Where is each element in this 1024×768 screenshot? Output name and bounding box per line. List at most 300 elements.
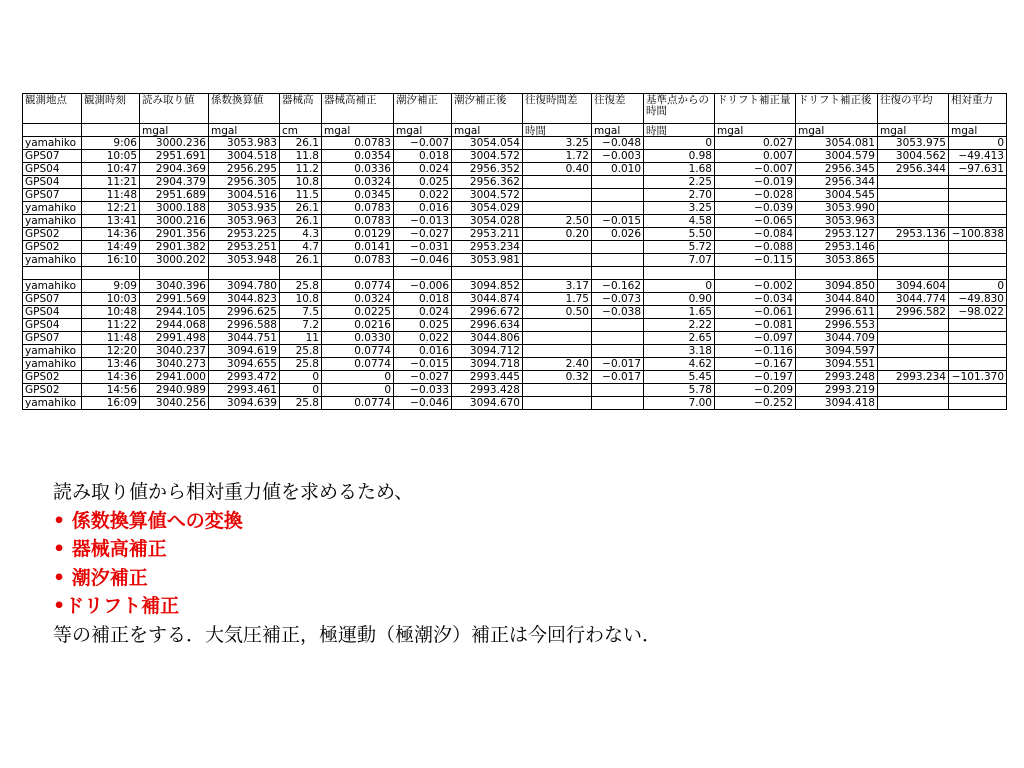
table-cell: 2993.234 bbox=[878, 371, 949, 384]
unit-cell bbox=[82, 124, 140, 137]
table-cell: 5.78 bbox=[644, 384, 715, 397]
table-cell: 3053.981 bbox=[452, 254, 523, 267]
table-cell: GPS07 bbox=[23, 189, 82, 202]
table-cell: 3000.188 bbox=[140, 202, 209, 215]
table-cell: 2993.219 bbox=[796, 384, 878, 397]
table-cell: 4.62 bbox=[644, 358, 715, 371]
table-cell: 0.0783 bbox=[322, 202, 394, 215]
table-cell: −0.017 bbox=[592, 358, 644, 371]
table-cell: 0.007 bbox=[715, 150, 796, 163]
table-row bbox=[23, 397, 1007, 410]
table-cell: 2956.362 bbox=[452, 176, 523, 189]
table-cell bbox=[592, 254, 644, 267]
table-cell: 3094.597 bbox=[796, 345, 878, 358]
column-header: ドリフト補正量 bbox=[715, 94, 796, 124]
notes-intro: 読み取り値から相対重力値を求めるため、 bbox=[53, 481, 414, 503]
table-cell: 26.1 bbox=[280, 254, 322, 267]
column-header: 読み取り値 bbox=[140, 94, 209, 124]
table-cell: yamahiko bbox=[23, 397, 82, 410]
table-cell: 0 bbox=[644, 280, 715, 293]
table-cell: 2993.461 bbox=[209, 384, 280, 397]
table-cell: 2991.498 bbox=[140, 332, 209, 345]
table-cell: 0.90 bbox=[644, 293, 715, 306]
table-cell: 7.00 bbox=[644, 397, 715, 410]
table-cell bbox=[878, 397, 949, 410]
table-cell: −100.838 bbox=[949, 228, 1007, 241]
table-cell: 0 bbox=[322, 384, 394, 397]
table-cell: 2996.582 bbox=[878, 306, 949, 319]
table-cell: 3094.718 bbox=[452, 358, 523, 371]
table-row bbox=[23, 189, 1007, 202]
table-cell: 10.8 bbox=[280, 293, 322, 306]
table-cell bbox=[523, 267, 592, 280]
table-cell bbox=[878, 202, 949, 215]
table-cell bbox=[523, 202, 592, 215]
table-cell: yamahiko bbox=[23, 254, 82, 267]
table-cell: 3044.874 bbox=[452, 293, 523, 306]
table-cell: −0.039 bbox=[715, 202, 796, 215]
table-cell: 0.024 bbox=[394, 163, 452, 176]
table-cell bbox=[949, 384, 1007, 397]
table-cell: 5.45 bbox=[644, 371, 715, 384]
table-cell: 10.8 bbox=[280, 176, 322, 189]
note-item-instrument-height: • 器械高補正 bbox=[53, 538, 167, 561]
note-item-drift: •ドリフト補正 bbox=[53, 595, 180, 618]
table-cell: 2996.588 bbox=[209, 319, 280, 332]
table-cell bbox=[949, 241, 1007, 254]
table-cell: 3044.840 bbox=[796, 293, 878, 306]
table-cell bbox=[523, 241, 592, 254]
table-cell bbox=[949, 202, 1007, 215]
table-cell bbox=[592, 384, 644, 397]
table-cell: 0.022 bbox=[394, 332, 452, 345]
table-cell: 0 bbox=[644, 137, 715, 150]
table-cell: 3054.081 bbox=[796, 137, 878, 150]
table-cell: 14:49 bbox=[82, 241, 140, 254]
table-cell: −0.027 bbox=[394, 371, 452, 384]
table-cell bbox=[523, 345, 592, 358]
table-cell: GPS02 bbox=[23, 228, 82, 241]
table-cell: 3094.780 bbox=[209, 280, 280, 293]
table-cell: 0.98 bbox=[644, 150, 715, 163]
table-cell: 13:46 bbox=[82, 358, 140, 371]
table-cell: −0.116 bbox=[715, 345, 796, 358]
table-cell: 2940.989 bbox=[140, 384, 209, 397]
table-cell bbox=[592, 332, 644, 345]
table-cell: 3004.545 bbox=[796, 189, 878, 202]
table-cell: 2996.553 bbox=[796, 319, 878, 332]
unit-cell: mgal bbox=[592, 124, 644, 137]
column-header: ドリフト補正後 bbox=[796, 94, 878, 124]
gravity-data-table bbox=[22, 93, 1007, 410]
table-cell: 2996.672 bbox=[452, 306, 523, 319]
table-cell: 0.0141 bbox=[322, 241, 394, 254]
table-cell bbox=[592, 241, 644, 254]
table-cell bbox=[523, 254, 592, 267]
table-cell: −98.022 bbox=[949, 306, 1007, 319]
table-cell: 0.0324 bbox=[322, 176, 394, 189]
table-cell: 2904.369 bbox=[140, 163, 209, 176]
table-cell: −0.097 bbox=[715, 332, 796, 345]
table-cell: 3004.562 bbox=[878, 150, 949, 163]
table-cell: −0.197 bbox=[715, 371, 796, 384]
table-cell: −0.034 bbox=[715, 293, 796, 306]
table-cell: 0.022 bbox=[394, 189, 452, 202]
table-cell bbox=[82, 267, 140, 280]
table-cell: yamahiko bbox=[23, 345, 82, 358]
table-cell: 2953.136 bbox=[878, 228, 949, 241]
unit-cell: mgal bbox=[949, 124, 1007, 137]
table-cell bbox=[715, 267, 796, 280]
table-cell: GPS07 bbox=[23, 332, 82, 345]
table-cell bbox=[592, 319, 644, 332]
table-cell: 3040.396 bbox=[140, 280, 209, 293]
table-cell: 3053.963 bbox=[209, 215, 280, 228]
table-cell: −49.830 bbox=[949, 293, 1007, 306]
table-row bbox=[23, 150, 1007, 163]
unit-cell: 時間 bbox=[523, 124, 592, 137]
table-cell: 0.0783 bbox=[322, 254, 394, 267]
table-cell: −0.033 bbox=[394, 384, 452, 397]
table-cell: 2996.634 bbox=[452, 319, 523, 332]
table-cell bbox=[949, 267, 1007, 280]
table-cell: 3004.579 bbox=[796, 150, 878, 163]
table-cell: −0.007 bbox=[715, 163, 796, 176]
column-header: 観測時刻 bbox=[82, 94, 140, 124]
table-cell: 0.20 bbox=[523, 228, 592, 241]
table-cell: 0.0225 bbox=[322, 306, 394, 319]
table-cell bbox=[949, 254, 1007, 267]
table-cell: 2996.611 bbox=[796, 306, 878, 319]
table-cell: GPS04 bbox=[23, 306, 82, 319]
table-cell: 2993.428 bbox=[452, 384, 523, 397]
table-row bbox=[23, 215, 1007, 228]
table-cell: 0.0354 bbox=[322, 150, 394, 163]
table-cell: 11:48 bbox=[82, 332, 140, 345]
unit-cell: mgal bbox=[140, 124, 209, 137]
table-cell: GPS07 bbox=[23, 150, 82, 163]
table-cell: 1.72 bbox=[523, 150, 592, 163]
table-cell: −101.370 bbox=[949, 371, 1007, 384]
table-row bbox=[23, 293, 1007, 306]
table-cell bbox=[280, 267, 322, 280]
table-row bbox=[23, 241, 1007, 254]
table-cell: 3004.572 bbox=[452, 150, 523, 163]
table-cell bbox=[523, 384, 592, 397]
table-cell: 2993.445 bbox=[452, 371, 523, 384]
table-cell: yamahiko bbox=[23, 202, 82, 215]
unit-cell: mgal bbox=[715, 124, 796, 137]
table-cell: yamahiko bbox=[23, 358, 82, 371]
table-cell: −0.073 bbox=[592, 293, 644, 306]
table-cell: 25.8 bbox=[280, 397, 322, 410]
table-cell bbox=[592, 345, 644, 358]
table-cell: 7.2 bbox=[280, 319, 322, 332]
table-row bbox=[23, 384, 1007, 397]
table-cell: 2901.382 bbox=[140, 241, 209, 254]
table-cell: −0.084 bbox=[715, 228, 796, 241]
column-header: 往復の平均 bbox=[878, 94, 949, 124]
unit-cell: 時間 bbox=[644, 124, 715, 137]
table-cell: 2.22 bbox=[644, 319, 715, 332]
note-item-tide: • 潮汐補正 bbox=[53, 566, 148, 589]
table-cell: 9:09 bbox=[82, 280, 140, 293]
table-cell: 0.0324 bbox=[322, 293, 394, 306]
table-row bbox=[23, 332, 1007, 345]
table-cell: 14:56 bbox=[82, 384, 140, 397]
table-cell: −0.007 bbox=[394, 137, 452, 150]
table-cell: 11:48 bbox=[82, 189, 140, 202]
table-cell: 0.0330 bbox=[322, 332, 394, 345]
table-cell: 1.65 bbox=[644, 306, 715, 319]
table-cell: −0.061 bbox=[715, 306, 796, 319]
unit-row bbox=[23, 124, 1007, 137]
table-cell bbox=[878, 176, 949, 189]
table-cell: 3044.774 bbox=[878, 293, 949, 306]
table-cell: 3.17 bbox=[523, 280, 592, 293]
column-header: 往復差 bbox=[592, 94, 644, 124]
table-cell: 0.018 bbox=[394, 293, 452, 306]
table-cell: 3054.054 bbox=[452, 137, 523, 150]
table-cell: −0.019 bbox=[715, 176, 796, 189]
table-cell: 2944.105 bbox=[140, 306, 209, 319]
table-cell: 13:41 bbox=[82, 215, 140, 228]
table-cell: 0.010 bbox=[592, 163, 644, 176]
unit-cell: cm bbox=[280, 124, 322, 137]
table-cell: 2.40 bbox=[523, 358, 592, 371]
table-cell: 0 bbox=[322, 371, 394, 384]
unit-cell: mgal bbox=[796, 124, 878, 137]
table-cell bbox=[949, 397, 1007, 410]
table-cell: yamahiko bbox=[23, 280, 82, 293]
table-row bbox=[23, 176, 1007, 189]
table-row bbox=[23, 371, 1007, 384]
unit-cell: mgal bbox=[452, 124, 523, 137]
table-cell: 0.50 bbox=[523, 306, 592, 319]
table-cell bbox=[394, 267, 452, 280]
table-cell bbox=[592, 267, 644, 280]
table-cell: GPS02 bbox=[23, 241, 82, 254]
table-cell: −0.031 bbox=[394, 241, 452, 254]
table-cell: 5.72 bbox=[644, 241, 715, 254]
table-cell: 3053.975 bbox=[878, 137, 949, 150]
table-row bbox=[23, 267, 1007, 280]
table-cell bbox=[322, 267, 394, 280]
table-cell: 0.024 bbox=[394, 306, 452, 319]
note-item-coefficient: • 係数換算値への変換 bbox=[53, 509, 243, 532]
table-cell: 0.0129 bbox=[322, 228, 394, 241]
table-cell: 0.0783 bbox=[322, 137, 394, 150]
table-cell bbox=[796, 267, 878, 280]
table-cell: 3054.028 bbox=[452, 215, 523, 228]
table-cell: 0 bbox=[949, 137, 1007, 150]
table-cell: 11.8 bbox=[280, 150, 322, 163]
table-cell: 2901.356 bbox=[140, 228, 209, 241]
table-cell: 0.0774 bbox=[322, 397, 394, 410]
table-cell bbox=[209, 267, 280, 280]
table-cell: 3000.202 bbox=[140, 254, 209, 267]
table-cell: 2993.472 bbox=[209, 371, 280, 384]
table-cell: 3004.572 bbox=[452, 189, 523, 202]
column-header: 器械高補正 bbox=[322, 94, 394, 124]
table-cell bbox=[592, 189, 644, 202]
unit-cell: mgal bbox=[209, 124, 280, 137]
table-cell: −0.048 bbox=[592, 137, 644, 150]
table-cell: 3044.806 bbox=[452, 332, 523, 345]
table-cell: 0.0783 bbox=[322, 215, 394, 228]
table-cell: −0.065 bbox=[715, 215, 796, 228]
table-cell: 3000.216 bbox=[140, 215, 209, 228]
table-cell: 3040.237 bbox=[140, 345, 209, 358]
table-cell: 11:22 bbox=[82, 319, 140, 332]
table-cell: 2956.295 bbox=[209, 163, 280, 176]
table-cell: 1.68 bbox=[644, 163, 715, 176]
table-row bbox=[23, 345, 1007, 358]
table-cell bbox=[592, 202, 644, 215]
table-cell: −0.006 bbox=[394, 280, 452, 293]
table-cell: 16:10 bbox=[82, 254, 140, 267]
unit-cell bbox=[23, 124, 82, 137]
table-cell: −0.162 bbox=[592, 280, 644, 293]
table-cell: 2953.211 bbox=[452, 228, 523, 241]
table-cell: 3094.655 bbox=[209, 358, 280, 371]
table-cell: 2956.345 bbox=[796, 163, 878, 176]
table-cell: −0.252 bbox=[715, 397, 796, 410]
table-cell: 3044.709 bbox=[796, 332, 878, 345]
table-row bbox=[23, 202, 1007, 215]
table-cell bbox=[949, 215, 1007, 228]
table-cell: 0.018 bbox=[394, 150, 452, 163]
table-cell: 3094.619 bbox=[209, 345, 280, 358]
table-cell: GPS02 bbox=[23, 384, 82, 397]
table-cell bbox=[523, 189, 592, 202]
table-cell: 0.32 bbox=[523, 371, 592, 384]
table-cell: 0 bbox=[949, 280, 1007, 293]
table-cell: 3040.256 bbox=[140, 397, 209, 410]
table-cell: 0.016 bbox=[394, 345, 452, 358]
table-cell: −0.017 bbox=[592, 371, 644, 384]
table-cell: 10:03 bbox=[82, 293, 140, 306]
table-cell: yamahiko bbox=[23, 137, 82, 150]
table-cell: 3053.963 bbox=[796, 215, 878, 228]
table-cell: 0.0774 bbox=[322, 358, 394, 371]
table-cell: −0.003 bbox=[592, 150, 644, 163]
table-cell: 3094.639 bbox=[209, 397, 280, 410]
table-cell: 2.65 bbox=[644, 332, 715, 345]
table-cell: 3053.948 bbox=[209, 254, 280, 267]
table-cell: 3053.983 bbox=[209, 137, 280, 150]
table-row bbox=[23, 306, 1007, 319]
table-cell bbox=[949, 319, 1007, 332]
table-cell bbox=[644, 267, 715, 280]
table-cell bbox=[878, 384, 949, 397]
table-cell bbox=[23, 267, 82, 280]
table-cell: 3094.418 bbox=[796, 397, 878, 410]
table-cell: 2904.379 bbox=[140, 176, 209, 189]
table-cell: 0.0774 bbox=[322, 280, 394, 293]
table-cell: 2.50 bbox=[523, 215, 592, 228]
table-cell: 7.07 bbox=[644, 254, 715, 267]
table-cell: 3004.516 bbox=[209, 189, 280, 202]
table-cell: 7.5 bbox=[280, 306, 322, 319]
column-header: 器械高 bbox=[280, 94, 322, 124]
table-cell: 3.18 bbox=[644, 345, 715, 358]
table-cell bbox=[878, 241, 949, 254]
table-cell bbox=[592, 176, 644, 189]
table-cell: 2951.691 bbox=[140, 150, 209, 163]
notes-outro: 等の補正をする．大気圧補正，極運動（極潮汐）補正は今回行わない． bbox=[53, 623, 662, 646]
table-cell: 25.8 bbox=[280, 280, 322, 293]
table-cell: GPS04 bbox=[23, 163, 82, 176]
table-cell bbox=[878, 267, 949, 280]
table-cell: 14:36 bbox=[82, 371, 140, 384]
table-cell: yamahiko bbox=[23, 215, 82, 228]
table-cell: 3004.518 bbox=[209, 150, 280, 163]
table-cell bbox=[949, 176, 1007, 189]
table-cell: 2991.569 bbox=[140, 293, 209, 306]
table-cell bbox=[949, 345, 1007, 358]
table-cell: 9:06 bbox=[82, 137, 140, 150]
table-cell: 11.5 bbox=[280, 189, 322, 202]
table-cell: −0.209 bbox=[715, 384, 796, 397]
column-header: 潮汐補正 bbox=[394, 94, 452, 124]
table-cell: 10:47 bbox=[82, 163, 140, 176]
table-cell bbox=[949, 358, 1007, 371]
table-cell: 11:21 bbox=[82, 176, 140, 189]
table-cell: −0.081 bbox=[715, 319, 796, 332]
table-cell: 0.025 bbox=[394, 176, 452, 189]
unit-cell: mgal bbox=[322, 124, 394, 137]
table-cell: 3.25 bbox=[523, 137, 592, 150]
table-row bbox=[23, 254, 1007, 267]
table-cell: 3054.029 bbox=[452, 202, 523, 215]
table-cell: GPS04 bbox=[23, 319, 82, 332]
table-cell: −0.167 bbox=[715, 358, 796, 371]
table-cell: 2.25 bbox=[644, 176, 715, 189]
column-header: 観測地点 bbox=[23, 94, 82, 124]
table-row bbox=[23, 319, 1007, 332]
table-cell: −0.002 bbox=[715, 280, 796, 293]
header-row bbox=[23, 94, 1007, 124]
table-cell: 0.027 bbox=[715, 137, 796, 150]
table-row bbox=[23, 137, 1007, 150]
table-cell: 3094.850 bbox=[796, 280, 878, 293]
table-cell: 3053.935 bbox=[209, 202, 280, 215]
table-cell: −0.015 bbox=[394, 358, 452, 371]
table-cell: 0.40 bbox=[523, 163, 592, 176]
table-cell: 2951.689 bbox=[140, 189, 209, 202]
table-cell: 2944.068 bbox=[140, 319, 209, 332]
table-cell: −0.115 bbox=[715, 254, 796, 267]
table-cell bbox=[140, 267, 209, 280]
table-cell: 2941.000 bbox=[140, 371, 209, 384]
table-cell bbox=[878, 215, 949, 228]
table-cell: −0.028 bbox=[715, 189, 796, 202]
table-cell: −0.027 bbox=[394, 228, 452, 241]
column-header: 相対重力 bbox=[949, 94, 1007, 124]
column-header: 往復時間差 bbox=[523, 94, 592, 124]
table-cell: GPS02 bbox=[23, 371, 82, 384]
table-cell: 12:20 bbox=[82, 345, 140, 358]
table-cell bbox=[523, 319, 592, 332]
table-cell: −0.046 bbox=[394, 397, 452, 410]
table-cell: 0.025 bbox=[394, 319, 452, 332]
table-cell: 2953.146 bbox=[796, 241, 878, 254]
table-cell: 3094.712 bbox=[452, 345, 523, 358]
table-cell: 2996.625 bbox=[209, 306, 280, 319]
table-cell: 14:36 bbox=[82, 228, 140, 241]
table-cell bbox=[878, 358, 949, 371]
